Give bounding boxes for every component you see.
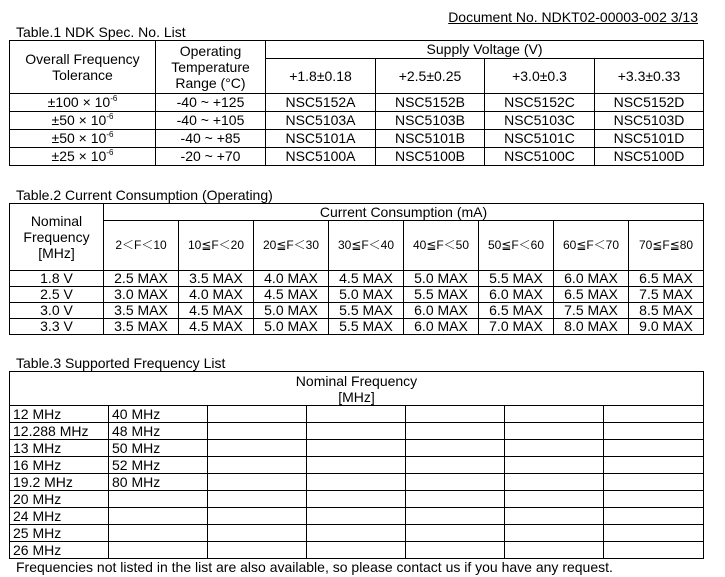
- frequency-cell: [505, 491, 604, 508]
- header-voltage: +3.3±0.33: [595, 59, 704, 94]
- header-voltage: +3.0±0.3: [485, 59, 595, 94]
- spec-cell: NSC5103C: [485, 112, 595, 130]
- footnote: Frequencies not listed in the list are also available, so please contact us if you have any request.: [16, 559, 613, 575]
- table-row: [10, 148, 704, 166]
- frequency-cell: [406, 525, 505, 542]
- voltage-cell: 3.0 V: [10, 303, 104, 319]
- frequency-cell: [604, 525, 704, 542]
- frequency-cell: [109, 491, 208, 508]
- frequency-cell: 13 MHz: [10, 440, 109, 457]
- header-range: 10≦F＜20: [179, 221, 254, 271]
- spec-cell: NSC5103D: [595, 112, 704, 130]
- tolerance-cell: $\pm 50 \times 10^{-6}$: [10, 130, 156, 148]
- frequency-cell: [604, 508, 704, 525]
- frequency-cell: [406, 423, 505, 440]
- table-row: [10, 440, 704, 457]
- spec-cell: NSC5101C: [485, 130, 595, 148]
- frequency-cell: [505, 542, 604, 559]
- frequency-cell: [505, 508, 604, 525]
- frequency-cell: [208, 508, 307, 525]
- frequency-cell: 24 MHz: [10, 508, 109, 525]
- header-temperature: Operating Temperature Range (°C): [156, 41, 266, 94]
- tolerance-cell: $\pm 100 \times 10^{-6}$: [10, 94, 156, 112]
- frequency-cell: [604, 406, 704, 423]
- frequency-cell: [208, 542, 307, 559]
- frequency-cell: [604, 423, 704, 440]
- tolerance-cell: $\pm 50 \times 10^{-6}$: [10, 112, 156, 130]
- frequency-cell: [505, 423, 604, 440]
- supported-frequency-table: [9, 371, 704, 559]
- frequency-cell: [208, 474, 307, 491]
- table-row: [10, 303, 704, 319]
- spec-cell: NSC5103A: [266, 112, 376, 130]
- header-nominal-frequency: Nominal Frequency [MHz]: [10, 372, 704, 406]
- spec-list-table: [9, 40, 704, 166]
- temp-cell: -40 ~ +105: [156, 112, 266, 130]
- value-cell: 5.5 MAX: [404, 287, 479, 303]
- frequency-cell: [307, 508, 406, 525]
- value-cell: 6.0 MAX: [404, 303, 479, 319]
- value-cell: 5.0 MAX: [254, 319, 329, 335]
- frequency-cell: [208, 457, 307, 474]
- voltage-cell: 1.8 V: [10, 271, 104, 287]
- value-cell: 9.0 MAX: [629, 319, 704, 335]
- header-voltage: +2.5±0.25: [376, 59, 485, 94]
- current-consumption-table: [9, 203, 704, 335]
- frequency-cell: 12.288 MHz: [10, 423, 109, 440]
- header-range: 50≦F＜60: [479, 221, 554, 271]
- value-cell: 4.5 MAX: [179, 303, 254, 319]
- temp-cell: -40 ~ +85: [156, 130, 266, 148]
- frequency-cell: [406, 440, 505, 457]
- header-nominal-frequency: Nominal Frequency [MHz]: [10, 204, 104, 271]
- value-cell: 5.5 MAX: [479, 271, 554, 287]
- table-row: [10, 423, 704, 440]
- spec-cell: NSC5152A: [266, 94, 376, 112]
- frequency-cell: 12 MHz: [10, 406, 109, 423]
- header-range: 20≦F＜30: [254, 221, 329, 271]
- frequency-cell: [109, 508, 208, 525]
- frequency-cell: 16 MHz: [10, 457, 109, 474]
- frequency-cell: [208, 406, 307, 423]
- frequency-cell: [307, 491, 406, 508]
- document-number: Document No. NDKT02-00003-002 3/13: [448, 9, 698, 25]
- header-range: 30≦F＜40: [329, 221, 404, 271]
- value-cell: 4.0 MAX: [254, 271, 329, 287]
- temp-cell: -20 ~ +70: [156, 148, 266, 166]
- frequency-cell: [604, 440, 704, 457]
- table-row: [10, 457, 704, 474]
- frequency-cell: [208, 525, 307, 542]
- value-cell: 3.5 MAX: [104, 303, 179, 319]
- value-cell: 6.0 MAX: [554, 271, 629, 287]
- value-cell: 8.5 MAX: [629, 303, 704, 319]
- frequency-cell: [208, 440, 307, 457]
- header-range: 40≦F＜50: [404, 221, 479, 271]
- spec-cell: NSC5101B: [376, 130, 485, 148]
- value-cell: 2.5 MAX: [104, 271, 179, 287]
- value-cell: 7.5 MAX: [554, 303, 629, 319]
- frequency-cell: [307, 406, 406, 423]
- frequency-cell: [406, 542, 505, 559]
- table-row: [10, 130, 704, 148]
- value-cell: 6.0 MAX: [479, 287, 554, 303]
- table1-caption: Table.1 NDK Spec. No. List: [16, 24, 186, 40]
- frequency-cell: [208, 423, 307, 440]
- spec-cell: NSC5152D: [595, 94, 704, 112]
- value-cell: 3.5 MAX: [104, 319, 179, 335]
- frequency-cell: [604, 542, 704, 559]
- value-cell: 6.5 MAX: [479, 303, 554, 319]
- spec-cell: NSC5100C: [485, 148, 595, 166]
- frequency-cell: [406, 508, 505, 525]
- table-row: [10, 508, 704, 525]
- frequency-cell: [406, 457, 505, 474]
- frequency-cell: 20 MHz: [10, 491, 109, 508]
- value-cell: 5.0 MAX: [329, 287, 404, 303]
- value-cell: 5.0 MAX: [254, 303, 329, 319]
- table-row: [10, 94, 704, 112]
- table-row: [10, 491, 704, 508]
- frequency-cell: 80 MHz: [109, 474, 208, 491]
- value-cell: 7.5 MAX: [629, 287, 704, 303]
- spec-cell: NSC5100A: [266, 148, 376, 166]
- frequency-cell: 26 MHz: [10, 542, 109, 559]
- frequency-cell: [505, 525, 604, 542]
- value-cell: 6.0 MAX: [404, 319, 479, 335]
- value-cell: 5.5 MAX: [329, 319, 404, 335]
- frequency-cell: [109, 525, 208, 542]
- table-row: [10, 287, 704, 303]
- frequency-cell: [307, 457, 406, 474]
- frequency-cell: [505, 406, 604, 423]
- frequency-cell: 40 MHz: [109, 406, 208, 423]
- header-tolerance: Overall Frequency Tolerance: [10, 41, 156, 94]
- voltage-cell: 2.5 V: [10, 287, 104, 303]
- spec-cell: NSC5103B: [376, 112, 485, 130]
- frequency-cell: [604, 457, 704, 474]
- value-cell: 6.5 MAX: [629, 271, 704, 287]
- value-cell: 7.0 MAX: [479, 319, 554, 335]
- value-cell: 5.0 MAX: [404, 271, 479, 287]
- value-cell: 3.0 MAX: [104, 287, 179, 303]
- value-cell: 4.5 MAX: [329, 271, 404, 287]
- spec-cell: NSC5152C: [485, 94, 595, 112]
- value-cell: 4.5 MAX: [179, 319, 254, 335]
- tolerance-cell: $\pm 25 \times 10^{-6}$: [10, 148, 156, 166]
- frequency-cell: 50 MHz: [109, 440, 208, 457]
- frequency-cell: [604, 491, 704, 508]
- value-cell: 5.5 MAX: [329, 303, 404, 319]
- table-row: [10, 112, 704, 130]
- table-row: [10, 525, 704, 542]
- spec-cell: NSC5101D: [595, 130, 704, 148]
- frequency-cell: 48 MHz: [109, 423, 208, 440]
- header-range: 60≦F＜70: [554, 221, 629, 271]
- value-cell: 6.5 MAX: [554, 287, 629, 303]
- frequency-cell: [505, 440, 604, 457]
- spec-cell: NSC5100D: [595, 148, 704, 166]
- spec-cell: NSC5101A: [266, 130, 376, 148]
- frequency-cell: [307, 542, 406, 559]
- value-cell: 8.0 MAX: [554, 319, 629, 335]
- table-row: [10, 271, 704, 287]
- frequency-cell: [505, 457, 604, 474]
- table2-caption: Table.2 Current Consumption (Operating): [16, 187, 273, 203]
- frequency-cell: [406, 491, 505, 508]
- frequency-cell: [208, 491, 307, 508]
- header-range: 70≦F≦80: [629, 221, 704, 271]
- frequency-cell: 19.2 MHz: [10, 474, 109, 491]
- spec-cell: NSC5100B: [376, 148, 485, 166]
- frequency-cell: [307, 525, 406, 542]
- frequency-cell: 52 MHz: [109, 457, 208, 474]
- table-row: [10, 406, 704, 423]
- temp-cell: -40 ~ +125: [156, 94, 266, 112]
- frequency-cell: [406, 474, 505, 491]
- value-cell: 4.5 MAX: [254, 287, 329, 303]
- frequency-cell: [406, 406, 505, 423]
- header-current-consumption: Current Consumption (mA): [104, 204, 704, 221]
- value-cell: 3.5 MAX: [179, 271, 254, 287]
- header-supply-voltage: Supply Voltage (V): [266, 41, 704, 59]
- table-row: [10, 542, 704, 559]
- table-row: [10, 474, 704, 491]
- frequency-cell: [505, 474, 604, 491]
- frequency-cell: 25 MHz: [10, 525, 109, 542]
- spec-cell: NSC5152B: [376, 94, 485, 112]
- frequency-cell: [604, 474, 704, 491]
- header-range: 2＜F＜10: [104, 221, 179, 271]
- value-cell: 4.0 MAX: [179, 287, 254, 303]
- frequency-cell: [307, 474, 406, 491]
- frequency-cell: [307, 423, 406, 440]
- frequency-cell: [109, 542, 208, 559]
- frequency-cell: [307, 440, 406, 457]
- header-voltage: +1.8±0.18: [266, 59, 376, 94]
- table3-caption: Table.3 Supported Frequency List: [16, 355, 226, 371]
- voltage-cell: 3.3 V: [10, 319, 104, 335]
- table-row: [10, 319, 704, 335]
